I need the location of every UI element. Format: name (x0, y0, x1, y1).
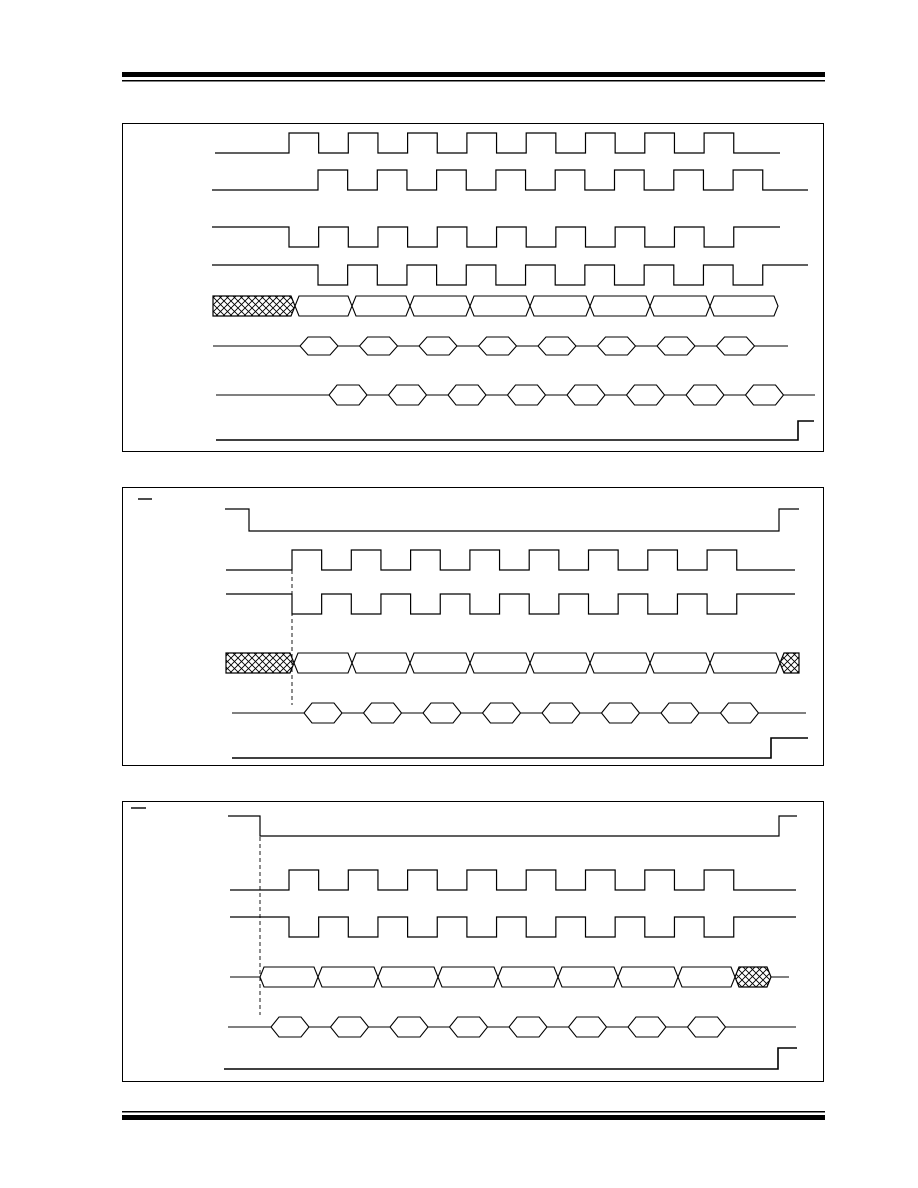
select-signal (225, 509, 799, 531)
data-bits-2-bit (746, 385, 784, 405)
timing-diagram-3 (131, 808, 797, 1069)
clock-signal-1 (230, 870, 796, 890)
clock-signal-3 (212, 227, 780, 247)
bus-segment (260, 967, 318, 987)
hatched-region-end (735, 967, 771, 987)
hatched-region (226, 653, 294, 673)
timing-diagram-2 (138, 499, 808, 758)
data-bits-bit (688, 1017, 726, 1037)
bus-segment (710, 653, 780, 673)
data-bits-1-bit (300, 337, 338, 355)
data-bits-2-bit (627, 385, 665, 405)
data-bits-2-bit (448, 385, 486, 405)
data-bits-bit (661, 703, 699, 723)
data-bits-1-bit (657, 337, 695, 355)
clock-signal-2 (212, 170, 808, 190)
header-rule (122, 72, 825, 82)
bus-segment (410, 653, 470, 673)
bus-segment (530, 653, 590, 673)
status-flag (224, 1048, 797, 1069)
bus-segment (470, 296, 530, 316)
footer-rule (122, 1111, 825, 1120)
data-bits-bit (390, 1017, 428, 1037)
bus-segment (498, 967, 558, 987)
status-flag (216, 421, 814, 440)
data-bits-bit (364, 703, 402, 723)
clock-signal-1 (226, 550, 795, 570)
bus-segment (295, 296, 352, 316)
data-bits-2-bit (389, 385, 427, 405)
bus-segment (352, 653, 410, 673)
bus-segment (470, 653, 530, 673)
data-bits-2-bit (567, 385, 605, 405)
data-bits-bit (569, 1017, 607, 1037)
data-bits-bit (423, 703, 461, 723)
status-flag (232, 738, 808, 758)
bus-segment (590, 296, 650, 316)
data-bits-bit (542, 703, 580, 723)
bus-segment (352, 296, 410, 316)
bus-segment (650, 296, 710, 316)
data-bits-1-bit (419, 337, 457, 355)
clock-signal-2 (230, 917, 796, 937)
bus-segment (618, 967, 678, 987)
bus-segment (530, 296, 590, 316)
data-bits-bit (331, 1017, 369, 1037)
data-bits-1-bit (479, 337, 517, 355)
data-bits-1-bit (717, 337, 755, 355)
hatched-region-end (780, 653, 799, 673)
bus-segment (438, 967, 498, 987)
bus-segment (378, 967, 438, 987)
bus-segment (678, 967, 735, 987)
bus-segment (710, 296, 778, 316)
data-bits-1-bit (598, 337, 636, 355)
bus-segment (590, 653, 650, 673)
data-bits-bit (628, 1017, 666, 1037)
data-bits-bit (450, 1017, 488, 1037)
data-bits-2-bit (508, 385, 546, 405)
bus-segment (318, 967, 378, 987)
data-bits-1-bit (360, 337, 398, 355)
diagram-frame-3 (123, 802, 824, 1082)
data-bits-2-bit (329, 385, 367, 405)
clock-signal-1 (215, 133, 780, 153)
bus-segment (558, 967, 618, 987)
bus-segment (294, 653, 352, 673)
data-bits-bit (602, 703, 640, 723)
data-bits-bit (483, 703, 521, 723)
data-bits-1-bit (538, 337, 576, 355)
clock-signal-4 (212, 265, 808, 285)
hatched-region (213, 296, 295, 316)
select-signal (228, 816, 797, 836)
bus-segment (650, 653, 710, 673)
data-bits-bit (271, 1017, 309, 1037)
data-bits-bit (509, 1017, 547, 1037)
data-bits-bit (721, 703, 759, 723)
bus-segment (410, 296, 470, 316)
data-bits-2-bit (686, 385, 724, 405)
timing-diagram-1 (212, 133, 815, 440)
clock-signal-2 (226, 594, 795, 614)
data-bits-bit (304, 703, 342, 723)
diagram-frame-2 (123, 488, 824, 766)
